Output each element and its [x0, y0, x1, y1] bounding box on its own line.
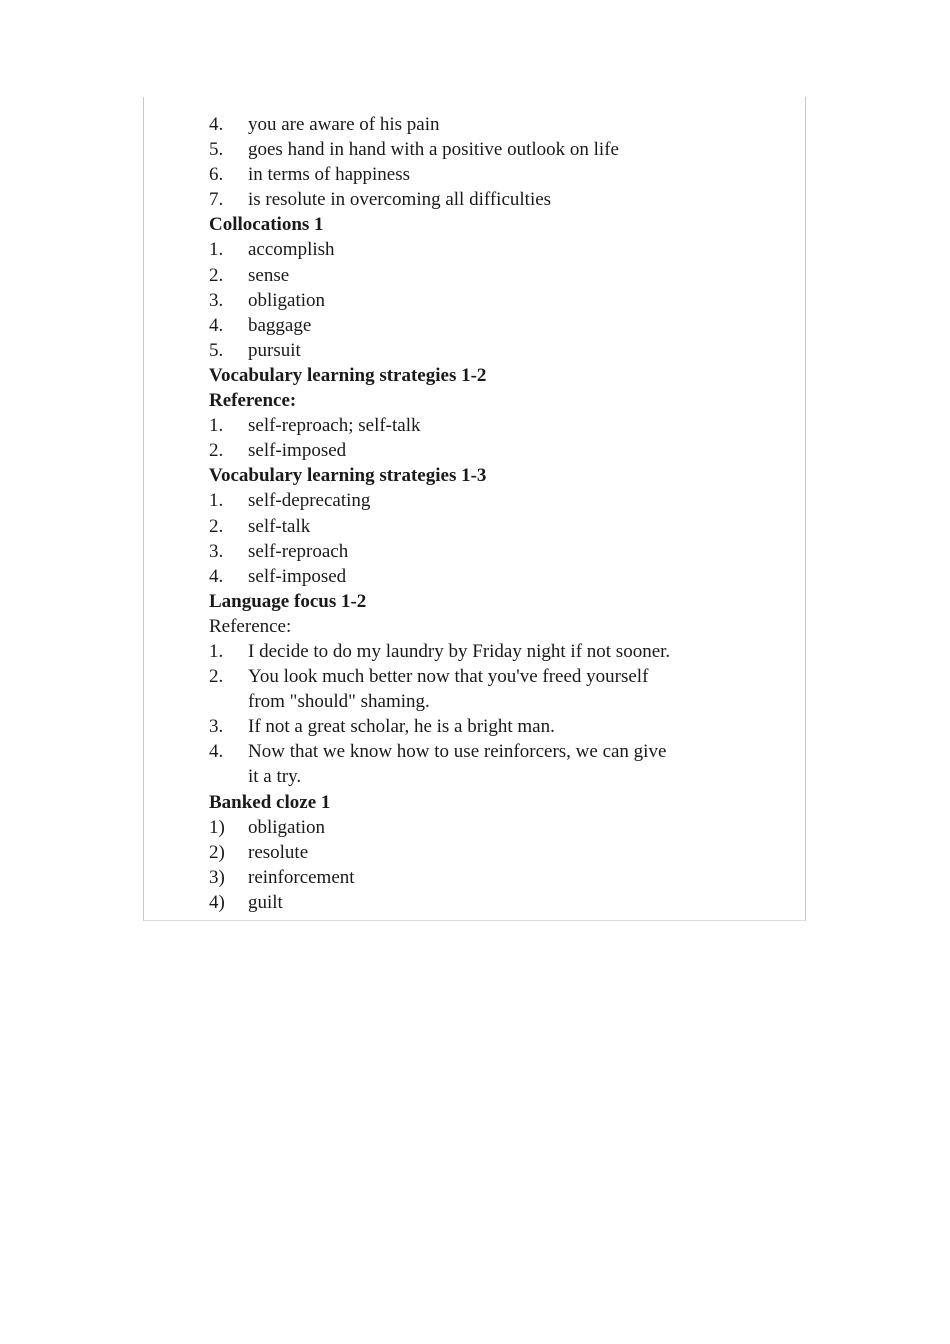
- list-item: [209, 237, 769, 262]
- item-number: 1.: [209, 415, 224, 437]
- list-item-continuation: [209, 764, 769, 789]
- item-number: 3.: [209, 716, 224, 738]
- item-number: 3): [209, 866, 225, 888]
- item-text: self-talk: [248, 515, 311, 537]
- item-text: from "should" shaming.: [248, 691, 430, 713]
- item-text: you are aware of his pain: [248, 114, 440, 135]
- list-item: [209, 514, 769, 539]
- list-item: [209, 664, 769, 689]
- subheading-reference: Reference:: [209, 390, 297, 412]
- item-text: is resolute in overcoming all difficulties: [248, 189, 552, 211]
- list-item: [209, 488, 769, 513]
- item-text: pursuit: [248, 339, 301, 361]
- section-heading-collocations: Collocations 1: [209, 214, 324, 236]
- item-number: 1.: [209, 640, 224, 662]
- list-item: [209, 815, 769, 840]
- item-text: in terms of happiness: [248, 164, 411, 186]
- item-number: 6.: [209, 164, 224, 186]
- list-item: [209, 263, 769, 288]
- list-item: [209, 338, 769, 363]
- item-number: 2): [209, 841, 225, 863]
- list-item: [209, 288, 769, 313]
- item-number-spacer: [209, 689, 248, 714]
- item-text: self-deprecating: [248, 490, 371, 512]
- item-text: obligation: [248, 816, 326, 838]
- item-text: resolute: [248, 841, 309, 863]
- item-number: 2.: [209, 440, 224, 462]
- item-number: 4.: [209, 314, 224, 336]
- list-item: [209, 137, 769, 162]
- section-heading-vocab-1-2: Vocabulary learning strategies 1-2: [209, 364, 487, 386]
- item-number: 2.: [209, 264, 224, 286]
- item-number: 2.: [209, 515, 224, 537]
- list-item: [209, 112, 769, 137]
- item-number: 2.: [209, 666, 224, 688]
- item-text: baggage: [248, 314, 312, 336]
- list-item: [209, 714, 769, 739]
- item-text: sense: [248, 264, 290, 286]
- list-item: [209, 564, 769, 589]
- answer-key-content: [209, 112, 769, 915]
- item-number: 4.: [209, 741, 224, 763]
- list-item: [209, 438, 769, 463]
- item-text: obligation: [248, 289, 326, 311]
- item-text: self-imposed: [248, 565, 347, 587]
- list-item: [209, 840, 769, 865]
- list-item: [209, 865, 769, 890]
- item-text: accomplish: [248, 239, 335, 261]
- list-item: [209, 313, 769, 338]
- item-text: self-reproach; self-talk: [248, 415, 421, 437]
- item-text: You look much better now that you've freed yourself: [248, 666, 649, 688]
- list-item: [209, 639, 769, 664]
- list-item: [209, 162, 769, 187]
- item-number: 1.: [209, 239, 224, 261]
- item-number: 4.: [209, 114, 224, 135]
- item-text: Now that we know how to use reinforcers, we can give: [248, 741, 667, 763]
- item-number: 1): [209, 816, 225, 838]
- list-item: [209, 413, 769, 438]
- list-item: [209, 187, 769, 212]
- item-text: self-imposed: [248, 440, 347, 462]
- section-heading-vocab-1-3: Vocabulary learning strategies 1-3: [209, 465, 487, 487]
- list-item: [209, 890, 769, 915]
- section-heading-language-focus: Language focus 1-2: [209, 590, 367, 612]
- item-number: 3.: [209, 540, 224, 562]
- item-number-spacer: [209, 764, 248, 789]
- item-number: 7.: [209, 189, 224, 211]
- item-text: guilt: [248, 891, 283, 913]
- item-number: 4): [209, 891, 225, 913]
- list-item: [209, 739, 769, 764]
- subheading-reference: Reference:: [209, 615, 292, 637]
- section-heading-banked-cloze: Banked cloze 1: [209, 791, 331, 813]
- item-number: 5.: [209, 339, 224, 361]
- item-text: self-reproach: [248, 540, 349, 562]
- list-item-continuation: [209, 689, 769, 714]
- item-text: If not a great scholar, he is a bright man.: [248, 716, 555, 738]
- item-number: 3.: [209, 289, 224, 311]
- item-number: 5.: [209, 139, 224, 161]
- item-text: goes hand in hand with a positive outlook on life: [248, 139, 619, 161]
- item-text: it a try.: [248, 766, 302, 788]
- item-number: 1.: [209, 490, 224, 512]
- list-item: [209, 539, 769, 564]
- item-text: reinforcement: [248, 866, 355, 888]
- item-text: I decide to do my laundry by Friday night if not sooner.: [248, 640, 671, 662]
- item-number: 4.: [209, 565, 224, 587]
